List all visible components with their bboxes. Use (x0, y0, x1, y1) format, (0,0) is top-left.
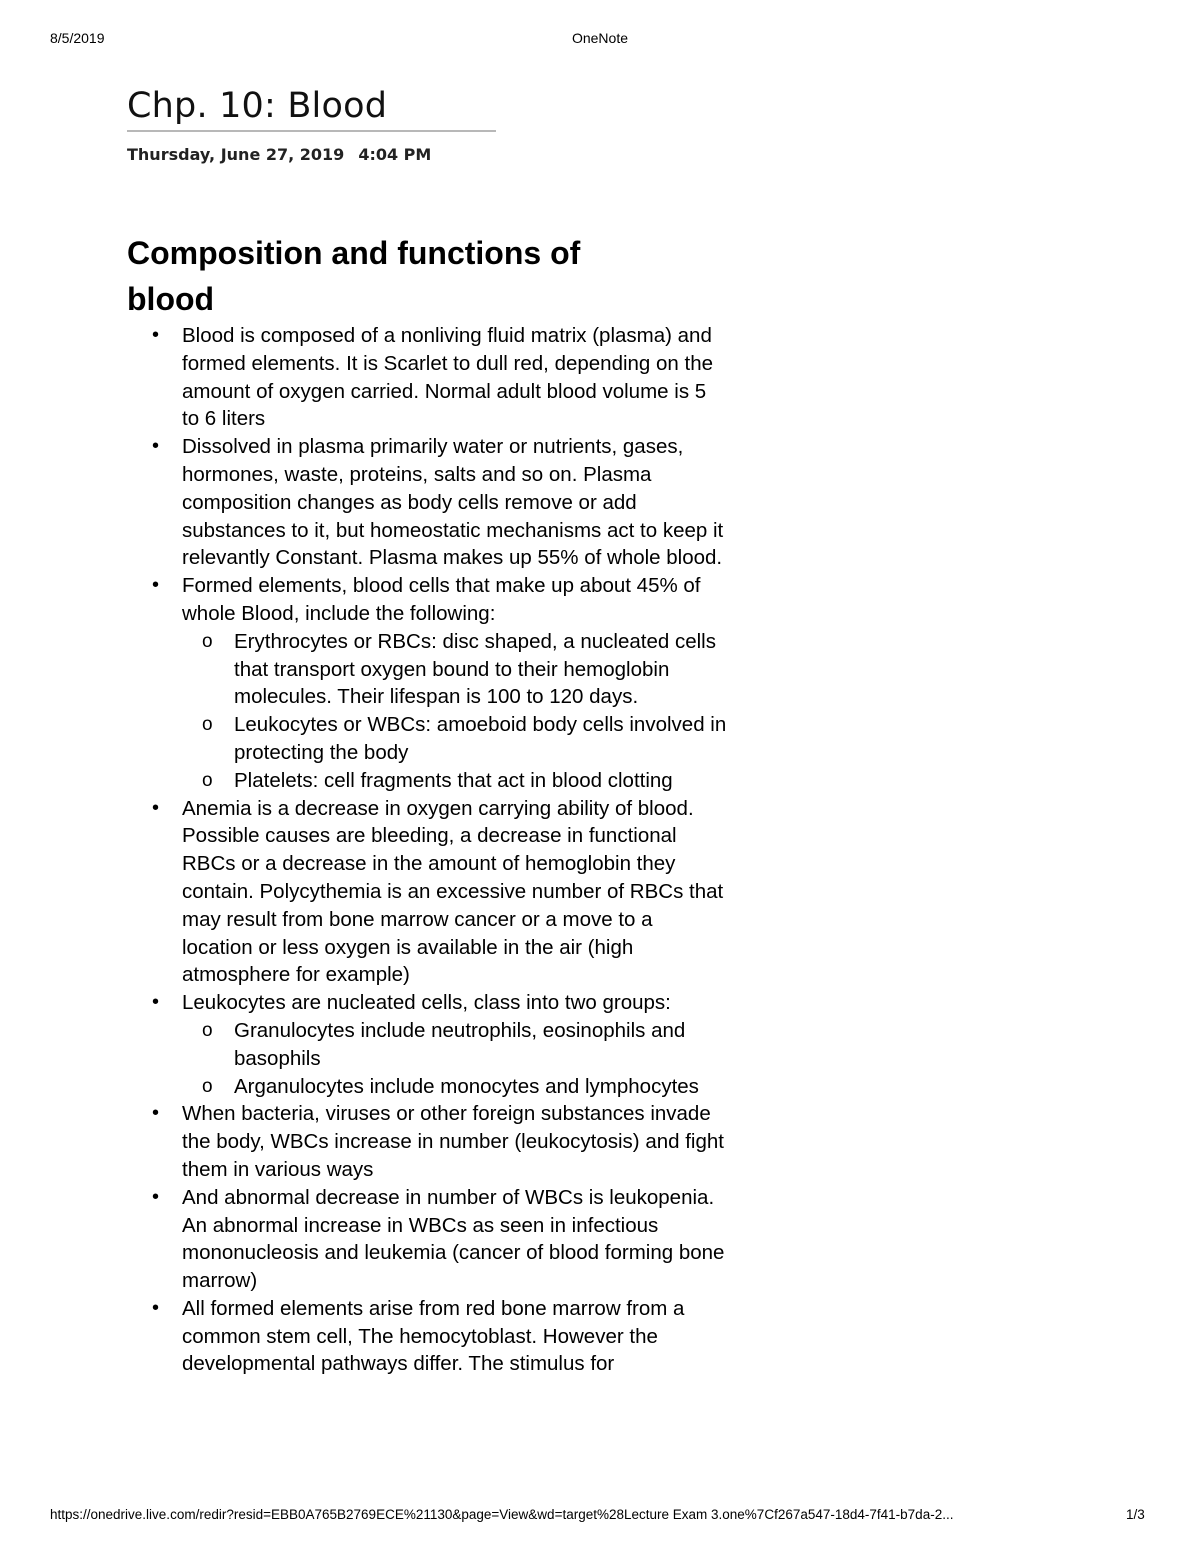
page-title[interactable]: Chp. 10: Blood (127, 86, 388, 126)
page-date: Thursday, June 27, 2019 (127, 145, 345, 164)
print-page-number: 1/3 (1126, 1507, 1145, 1522)
list-item-text: Leukocytes are nucleated cells, class into two groups: (182, 991, 671, 1015)
bullet-list (127, 322, 727, 1378)
sub-list-item (182, 767, 727, 795)
sub-list-item (182, 711, 727, 767)
list-item (127, 795, 727, 990)
list-item-text: Anemia is a decrease in oxygen carrying ability of blood. Possible causes are bleeding, a decrease in functional RBCs or a decrease in the amount of hemoglobin they contain. Polycythemia is an excessive number of RBCs that may result from bone marrow cancer or a move to a location or less oxygen is available in the air (high atmosphere for example) (182, 796, 724, 987)
sub-list-item-text: Granulocytes include neutrophils, eosinophils and basophils (234, 1018, 686, 1070)
list-item (127, 989, 727, 1100)
print-app-name: OneNote (571, 30, 629, 46)
list-item-text: Dissolved in plasma primarily water or nutrients, gases, hormones, waste, proteins, salts and so on. Plasma composition changes as body cells remove or add substances to it, but homeostatic mechanisms act to keep it relevantly Constant. Plasma makes up 55% of whole blood. (182, 435, 724, 570)
sub-list-item-text: Platelets: cell fragments that act in blood clotting (234, 768, 673, 792)
note-content[interactable] (127, 230, 727, 1378)
list-item-text: And abnormal decrease in number of WBCs is leukopenia. An abnormal increase in WBCs as seen in infectious mononucleosis and leukemia (cancer of blood forming bone marrow) (182, 1185, 725, 1293)
sub-list-item (182, 1017, 727, 1073)
sub-list (182, 628, 727, 795)
list-item (127, 1295, 727, 1378)
list-item (127, 572, 727, 794)
section-heading: Composition and functions of blood (127, 235, 581, 317)
list-item-text: Formed elements, blood cells that make up about 45% of whole Blood, include the following: (182, 574, 701, 625)
page-time: 4:04 PM (358, 145, 432, 164)
sub-list-item-text: Arganulocytes include monocytes and lymphocytes (234, 1074, 699, 1098)
title-underline (127, 130, 496, 132)
print-footer-url[interactable]: https://onedrive.live.com/redir?resid=EBB0A765B2769ECE%21130&page=View&wd=target%28Lecture Exam 3.one%7Cf267a547-18d4-7f41-b7da-2... (50, 1507, 954, 1522)
sub-list (182, 1017, 727, 1100)
sub-list-item-text: Erythrocytes or RBCs: disc shaped, a nucleated cells that transport oxygen bound to their hemoglobin molecules. Their lifespan is 100 to 120 days. (234, 629, 716, 709)
print-date: 8/5/2019 (50, 30, 105, 46)
list-item (127, 1100, 727, 1183)
list-item-text: When bacteria, viruses or other foreign substances invade the body, WBCs increase in number (leukocytosis) and fight them in various ways (182, 1102, 724, 1181)
list-item (127, 1184, 727, 1295)
sub-list-item (182, 1073, 727, 1101)
list-item-text: All formed elements arise from red bone marrow from a common stem cell, The hemocytoblast. However the developmental pathways differ. The stimulus for (182, 1296, 685, 1376)
sub-list-item (182, 628, 727, 711)
sub-list-item-text: Leukocytes or WBCs: amoeboid body cells involved in protecting the body (234, 713, 727, 764)
list-item (127, 433, 727, 572)
list-item-text: Blood is composed of a nonliving fluid matrix (plasma) and formed elements. It is Scarlet to dull red, depending on the amount of oxygen carried. Normal adult blood volume is 5 to 6 liters (182, 324, 714, 431)
page-timestamp (127, 145, 431, 164)
list-item (127, 322, 727, 433)
